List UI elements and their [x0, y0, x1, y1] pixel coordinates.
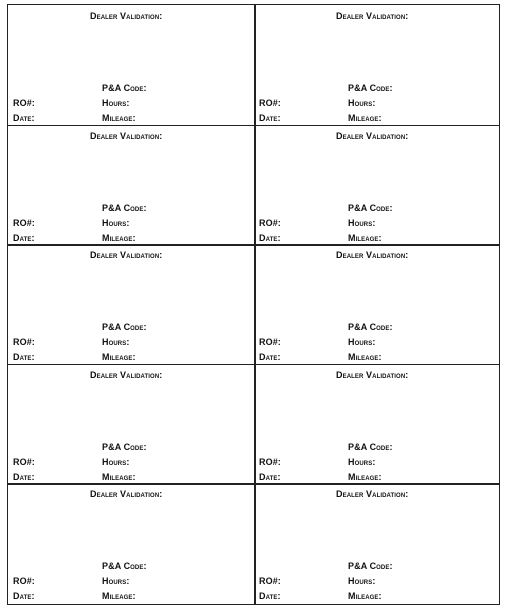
date-label: Date: — [13, 232, 35, 243]
pa-code-label: P&A Code: — [102, 202, 147, 213]
hours-label: Hours: — [348, 576, 376, 587]
validation-card — [8, 364, 254, 484]
validation-card — [254, 244, 500, 364]
date-label: Date: — [13, 591, 35, 602]
mileage-label: Mileage: — [102, 591, 136, 602]
validation-card — [254, 125, 500, 245]
pa-code-label: P&A Code: — [348, 561, 393, 572]
ro-number-label: RO#: — [259, 456, 281, 467]
date-label: Date: — [259, 113, 281, 123]
ro-number-label: RO#: — [13, 98, 35, 108]
pa-code-label: P&A Code: — [348, 202, 393, 213]
hours-label: Hours: — [348, 456, 376, 467]
pa-code-label: P&A Code: — [348, 83, 393, 93]
dealer-validation-label: Dealer Validation: — [336, 250, 409, 261]
mileage-label: Mileage: — [348, 591, 382, 602]
pa-code-label: P&A Code: — [102, 83, 147, 93]
hours-label: Hours: — [102, 98, 130, 108]
hours-label: Hours: — [102, 456, 130, 467]
hours-label: Hours: — [348, 217, 376, 228]
dealer-validation-label: Dealer Validation: — [90, 11, 163, 21]
ro-number-label: RO#: — [13, 576, 35, 587]
dealer-validation-label: Dealer Validation: — [90, 130, 163, 141]
pa-code-label: P&A Code: — [102, 561, 147, 572]
mileage-label: Mileage: — [102, 113, 136, 123]
date-label: Date: — [259, 232, 281, 243]
dealer-validation-label: Dealer Validation: — [336, 130, 409, 141]
dealer-validation-label: Dealer Validation: — [90, 250, 163, 261]
date-label: Date: — [13, 471, 35, 482]
mileage-label: Mileage: — [348, 471, 382, 482]
validation-card — [8, 483, 254, 603]
date-label: Date: — [13, 352, 35, 363]
pa-code-label: P&A Code: — [348, 322, 393, 333]
validation-card — [8, 125, 254, 245]
ro-number-label: RO#: — [259, 98, 281, 108]
date-label: Date: — [13, 113, 35, 123]
validation-card — [8, 244, 254, 364]
ro-number-label: RO#: — [13, 456, 35, 467]
dealer-validation-label: Dealer Validation: — [90, 489, 163, 500]
hours-label: Hours: — [102, 217, 130, 228]
dealer-validation-label: Dealer Validation: — [336, 369, 409, 380]
dealer-validation-label: Dealer Validation: — [336, 489, 409, 500]
ro-number-label: RO#: — [259, 337, 281, 348]
date-label: Date: — [259, 352, 281, 363]
pa-code-label: P&A Code: — [102, 441, 147, 452]
date-label: Date: — [259, 591, 281, 602]
dealer-validation-label: Dealer Validation: — [336, 11, 409, 21]
hours-label: Hours: — [102, 576, 130, 587]
ro-number-label: RO#: — [259, 576, 281, 587]
validation-form-grid — [7, 4, 500, 605]
pa-code-label: P&A Code: — [102, 322, 147, 333]
validation-card — [8, 5, 254, 125]
ro-number-label: RO#: — [13, 337, 35, 348]
date-label: Date: — [259, 471, 281, 482]
hours-label: Hours: — [102, 337, 130, 348]
validation-card — [254, 364, 500, 484]
mileage-label: Mileage: — [102, 471, 136, 482]
mileage-label: Mileage: — [102, 352, 136, 363]
validation-card — [254, 483, 500, 603]
mileage-label: Mileage: — [348, 113, 382, 123]
hours-label: Hours: — [348, 337, 376, 348]
dealer-validation-label: Dealer Validation: — [90, 369, 163, 380]
mileage-label: Mileage: — [102, 232, 136, 243]
ro-number-label: RO#: — [259, 217, 281, 228]
ro-number-label: RO#: — [13, 217, 35, 228]
validation-card — [254, 5, 500, 125]
mileage-label: Mileage: — [348, 352, 382, 363]
mileage-label: Mileage: — [348, 232, 382, 243]
hours-label: Hours: — [348, 98, 376, 108]
pa-code-label: P&A Code: — [348, 441, 393, 452]
